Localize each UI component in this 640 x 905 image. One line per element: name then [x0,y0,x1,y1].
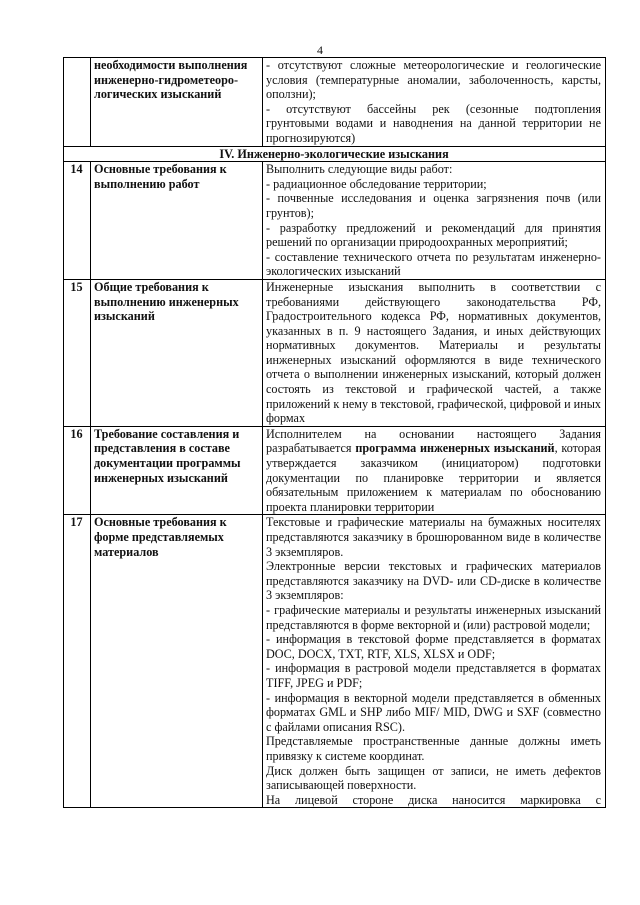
section-title: IV. Инженерно-экологические изыскания [64,146,606,162]
row-number-empty [64,58,91,147]
row-description [263,162,606,280]
page-number: 4 [317,43,323,57]
section-heading-row [64,146,606,162]
desc-text-before: Исполнителем на основании настоящего Задания разрабатывается [266,426,601,456]
table-row-17 [64,515,606,808]
desc-line: - графические материалы и результаты инженерных изысканий представляются в форме векторной и (или) растровой модели; [266,602,601,632]
table-row-continued [64,58,606,147]
desc-line: - почвенные исследования и оценка загрязнения почв (или грунтов); [266,191,601,220]
row-name: Общие требования к выполнению инженерных изысканий [91,279,263,426]
table-row-16 [64,426,606,515]
desc-line: Представляемые пространственные данные должны иметь привязку к системе координат. [266,734,601,763]
desc-line: - информация в растровой модели представляется в форматах TIFF, JPEG и PDF; [266,661,601,690]
desc-line: - разработку предложений и рекомендаций для принятия решений по организации природоохранных мероприятий; [266,220,601,250]
desc-line: - отсутствуют бассейны рек (сезонные подтопления грунтовыми водами и наводнения на данной территории не прогнозируются) [266,101,601,145]
desc-line: На лицевой стороне диска наносится маркировка с [266,792,601,807]
desc-text-bold: программа инженерных изысканий [355,441,555,456]
row-description [263,426,606,515]
requirements-table [63,57,606,808]
desc-line: - отсутствуют сложные метеорологические и геологические условия (температурные аномалии, заболоченность, карсты, оползни); [266,58,601,102]
desc-line: - составление технического отчета по результатам инженерно-экологических изысканий [266,249,601,279]
desc-text-after: , которая утверждается заказчиком (инициатором) подготовки документации по планировке территории и является обязательным приложением к материалам по обоснованию проекта планировки территории [266,441,601,514]
table-row-15 [64,279,606,426]
row-number: 14 [64,162,91,280]
desc-line: - радиационное обследование территории; [266,176,487,191]
row-number: 16 [64,426,91,515]
desc-line: - информация в текстовой форме представляется в форматах DOC, DOCX, TXT, RTF, XLS, XLSX и ODF; [266,632,601,661]
desc-line: - информация в векторной модели представляется в обменных форматах GML и SHP либо MIF/ MID, DWG и SXF (совместно с файлами описания RSC). [266,690,601,734]
desc-line: Электронные версии текстовых и графических материалов представляются заказчику на DVD- или CD-диске в количестве 3 экземпляров: [266,559,601,603]
desc-line: Выполнить следующие виды работ: [266,162,453,177]
row-description [263,58,606,147]
desc-line: Текстовые и графические материалы на бумажных носителях представляются заказчику в брошюрованном виде в количестве 3 экземпляров. [266,515,601,559]
row-number: 17 [64,515,91,808]
row-description [263,279,606,426]
desc-line: Инженерные изыскания выполнить в соответствии с требованиями действующего законодательства РФ, Градостроительного кодекса РФ, нормативных документов, указанных в п. 9 настоящего Задания, и иных действующих нормативных документов. Материалы и результаты инженерных изысканий оформляются в виде технического отчета о выполнении инженерных изысканий, который должен состоять из текстовой и графической частей, а также приложений к нему в текстовой, графической, цифровой и иных формах [266,279,601,426]
row-name: Требование составления и представления в составе документации программы инженерных изысканий [91,426,263,515]
desc-line: Диск должен быть защищен от записи, не иметь дефектов записывающей поверхности. [266,763,601,793]
row-number: 15 [64,279,91,426]
row-name: Основные требования к форме представляемых материалов [91,515,263,808]
row-name: Основные требования к выполнению работ [91,162,263,280]
table-row-14 [64,162,606,280]
row-description [263,515,606,808]
row-name: необходимости выполнения инженерно-гидрометеоро-логических изысканий [91,58,263,147]
